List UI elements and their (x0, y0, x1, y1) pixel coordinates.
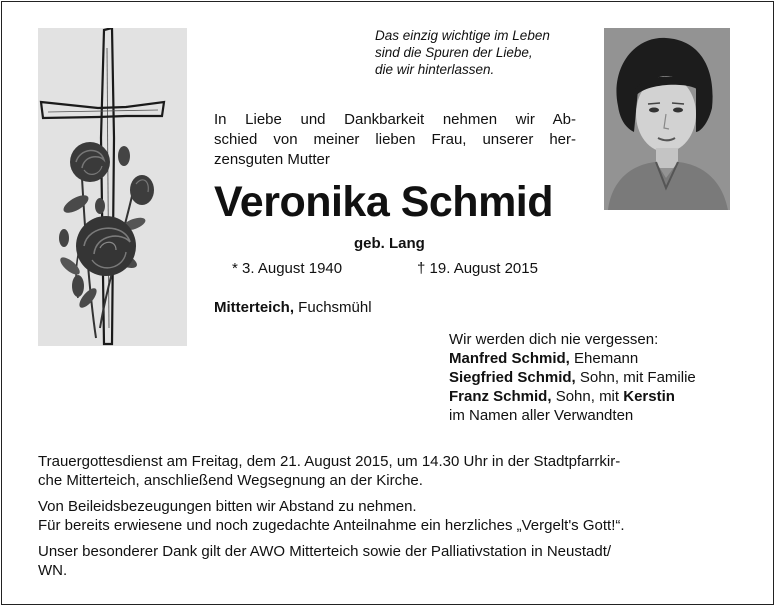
mourner-relation: Ehemann (569, 350, 639, 367)
portrait-photo (604, 28, 730, 210)
service-notice (38, 452, 738, 490)
quote-line: die wir hinterlassen. (375, 62, 495, 77)
mourner-name: Franz Schmid, (449, 388, 552, 405)
mourner-partner: Kerstin (623, 388, 675, 405)
mourner-row (449, 387, 696, 406)
maiden-name: geb. Lang (354, 235, 425, 252)
notes-block (38, 452, 738, 587)
mourners-closing: im Namen aller Verwandten (449, 407, 634, 424)
mourner-name: Siegfried Schmid, (449, 369, 576, 386)
death-date: † 19. August 2015 (417, 260, 538, 277)
residence-secondary: Fuchsmühl (294, 299, 372, 316)
intro-line: zensguten Mutter (214, 151, 330, 168)
mourners-intro: Wir werden dich nie vergessen: (449, 331, 659, 348)
quote-line: Das einzig wichtige im Leben (375, 28, 550, 43)
intro-text (214, 110, 576, 170)
thanks-line: WN. (38, 562, 68, 579)
quote-line: sind die Spuren der Liebe, (375, 45, 533, 60)
intro-line: In Liebe und Dankbarkeit nehmen wir Ab- (214, 111, 576, 128)
cross-icon (38, 28, 187, 346)
mourner-relation: Sohn, mit (551, 388, 624, 405)
residence-primary: Mitterteich, (214, 299, 295, 316)
mourners-block (449, 330, 696, 425)
condolence-line: Von Beileidsbezeugungen bitten wir Abstand zu nehmen. (38, 498, 417, 515)
mourner-relation: Sohn, mit Familie (575, 369, 696, 386)
service-line: che Mitterteich, anschließend Wegsegnung an der Kirche. (38, 472, 423, 489)
birth-date: * 3. August 1940 (232, 260, 343, 277)
quote-block (375, 27, 590, 78)
portrait-icon (604, 28, 730, 210)
residence (214, 299, 372, 316)
condolence-line: Für bereits erwiesene und noch zugedachte Anteilnahme ein herzliches „Vergelt's Gott!“. (38, 517, 625, 534)
condolence-notice (38, 497, 738, 535)
thanks-notice (38, 542, 738, 580)
mourner-name: Manfred Schmid, (449, 350, 570, 367)
mourner-row (449, 368, 696, 387)
thanks-line: Unser besonderer Dank gilt der AWO Mitterteich sowie der Palliativstation in Neustadt/ (38, 543, 612, 560)
intro-line: schied von meiner lieben Frau, unserer her- (214, 131, 576, 148)
mourner-row (449, 349, 696, 368)
deceased-name: Veronika Schmid (214, 178, 554, 226)
service-line: Trauergottesdienst am Freitag, dem 21. August 2015, um 14.30 Uhr in der Stadtpfarrkir- (38, 453, 621, 470)
cross-roses-illustration (38, 28, 187, 346)
